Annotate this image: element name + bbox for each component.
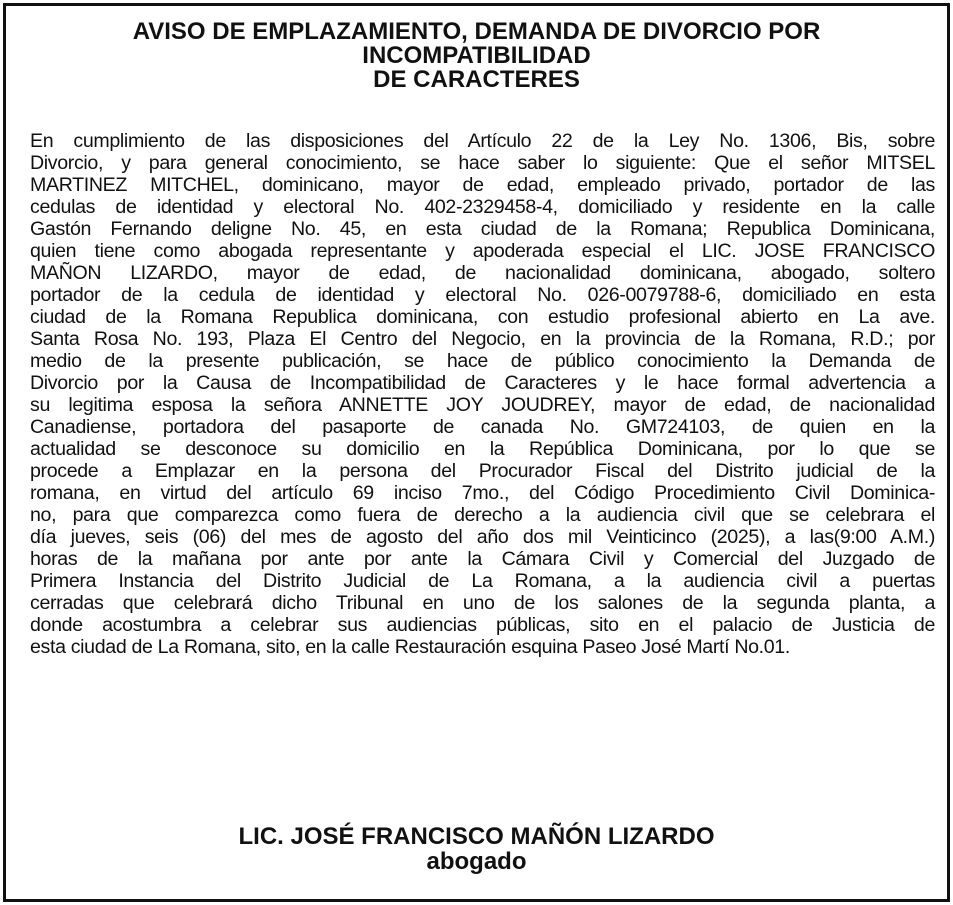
body-line-13: su legitima esposa la señora ANNETTE JOY JOUDREY, mayor de edad, de nacionalidad: [30, 394, 935, 416]
body-line-10: Santa Rosa No. 193, Plaza El Centro del Negocio, en la provincia de la Romana, R.D.; por: [30, 328, 935, 350]
notice-body: [30, 130, 935, 658]
body-line-22: cerradas que celebrará dicho Tribunal en uno de los salones de la segunda planta, a: [30, 592, 935, 614]
body-line-19: día jueves, seis (06) del mes de agosto del año dos mil Veinticinco (2025), a las(9:00 A.M.): [30, 526, 935, 548]
body-line-5: Gastón Fernando deligne No. 45, en esta ciudad de la Romana; Republica Dominicana,: [30, 218, 935, 240]
body-line-8: portador de la cedula de identidad y electoral No. 026-0079788-6, domiciliado en esta: [30, 284, 935, 306]
body-line-2: Divorcio, y para general conocimiento, se hace saber lo siguiente: Que el señor MITSEL: [30, 152, 935, 174]
notice-frame: [3, 3, 950, 902]
body-line-9: ciudad de la Romana Republica dominicana, con estudio profesional abierto en La ave.: [30, 306, 935, 328]
signature-name: LIC. JOSÉ FRANCISCO MAÑÓN LIZARDO: [238, 823, 715, 850]
body-line-3: MARTINEZ MITCHEL, dominicano, mayor de edad, empleado privado, portador de las: [30, 174, 935, 196]
notice-title: [6, 20, 947, 92]
body-line-11: medio de la presente publicación, se hace de público conocimiento la Demanda de: [30, 350, 935, 372]
signature-block: [6, 824, 947, 874]
body-line-17: romana, en virtud del artículo 69 inciso 7mo., del Código Procedimiento Civil Dominica-: [30, 482, 935, 504]
title-line-1: AVISO DE EMPLAZAMIENTO, DEMANDA DE DIVORCIO POR: [132, 18, 821, 45]
body-line-20: horas de la mañana por ante por ante la Cámara Civil y Comercial del Juzgado de: [30, 548, 935, 570]
body-line-15: actualidad se desconoce su domicilio en la República Dominicana, por lo que se: [30, 438, 935, 460]
body-line-6: quien tiene como abogada representante y apoderada especial el LIC. JOSE FRANCISCO: [30, 240, 935, 262]
body-line-21: Primera Instancia del Distrito Judicial de La Romana, a la audiencia civil a puertas: [30, 570, 935, 592]
body-line-4: cedulas de identidad y electoral No. 402-2329458-4, domiciliado y residente en la calle: [30, 196, 935, 218]
signature-role: abogado: [426, 848, 527, 875]
body-line-12: Divorcio por la Causa de Incompatibilidad de Caracteres y le hace formal advertencia a: [30, 372, 935, 394]
title-line-3: DE CARACTERES: [373, 66, 580, 93]
body-line-1: En cumplimiento de las disposiciones del Artículo 22 de la Ley No. 1306, Bis, sobre: [30, 130, 935, 152]
body-line-24: esta ciudad de La Romana, sito, en la calle Restauración esquina Paseo José Martí No.01.: [30, 636, 790, 658]
body-line-16: procede a Emplazar en la persona del Procurador Fiscal del Distrito judicial de la: [30, 460, 935, 482]
body-line-14: Canadiense, portadora del pasaporte de canada No. GM724103, de quien en la: [30, 416, 935, 438]
body-line-7: MAÑON LIZARDO, mayor de edad, de nacionalidad dominicana, abogado, soltero: [30, 262, 935, 284]
body-line-23: donde acostumbra a celebrar sus audiencias públicas, sito en el palacio de Justicia de: [30, 614, 935, 636]
body-line-18: no, para que comparezca como fuera de derecho a la audiencia civil que se celebrara el: [30, 504, 935, 526]
title-line-2: INCOMPATIBILIDAD: [362, 42, 591, 69]
